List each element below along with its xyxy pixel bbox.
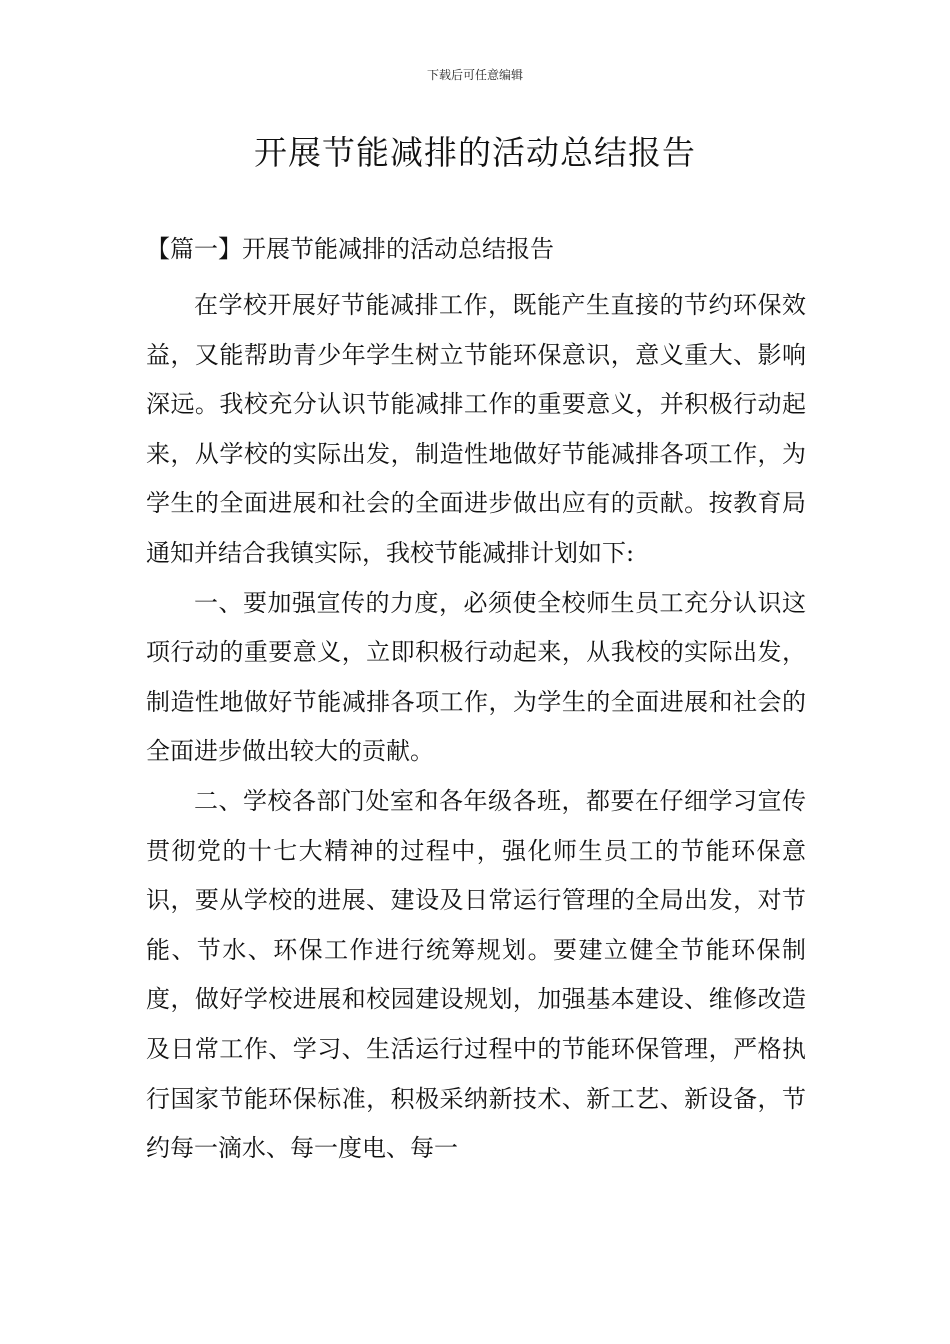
document-title: 开展节能减排的活动总结报告 [254,133,696,172]
paragraph-intro: 在学校开展好节能减排工作，既能产生直接的节约环保效益，又能帮助青少年学生树立节能环保意识，意义重大、影响深远。我校充分认识节能减排工作的重要意义，并积极行动起来，从学校的实际出发，制造性地做好节能减排各项工作，为学生的全面进展和社会的全面进步做出应有的贡献。按教育局通知并结合我镇实际，我校节能减排计划如下: [146,291,806,567]
section-heading: 【篇一】开展节能减排的活动总结报告 [146,235,554,263]
document-body [146,228,806,1174]
paragraph-item-2: 二、学校各部门处室和各年级各班，都要在仔细学习宣传贯彻党的十七大精神的过程中，强化师生员工的节能环保意识，要从学校的进展、建设及日常运行管理的全局出发，对节能、节水、环保工作进行统筹规划。要建立健全节能环保制度，做好学校进展和校园建设规划，加强基本建设、维修改造及日常工作、学习、生活运行过程中的节能环保管理，严格执行国家节能环保标准，积极采纳新技术、新工艺、新设备，节约每一滴水、每一度电、每一 [146,786,806,1163]
paragraph-item-1: 一、要加强宣传的力度，必须使全校师生员工充分认识这项行动的重要意义，立即积极行动起来，从我校的实际出发，制造性地做好节能减排各项工作，为学生的全面进展和社会的全面进步做出较大的贡献。 [146,588,806,766]
header-note: 下载后可任意编辑 [426,68,523,82]
